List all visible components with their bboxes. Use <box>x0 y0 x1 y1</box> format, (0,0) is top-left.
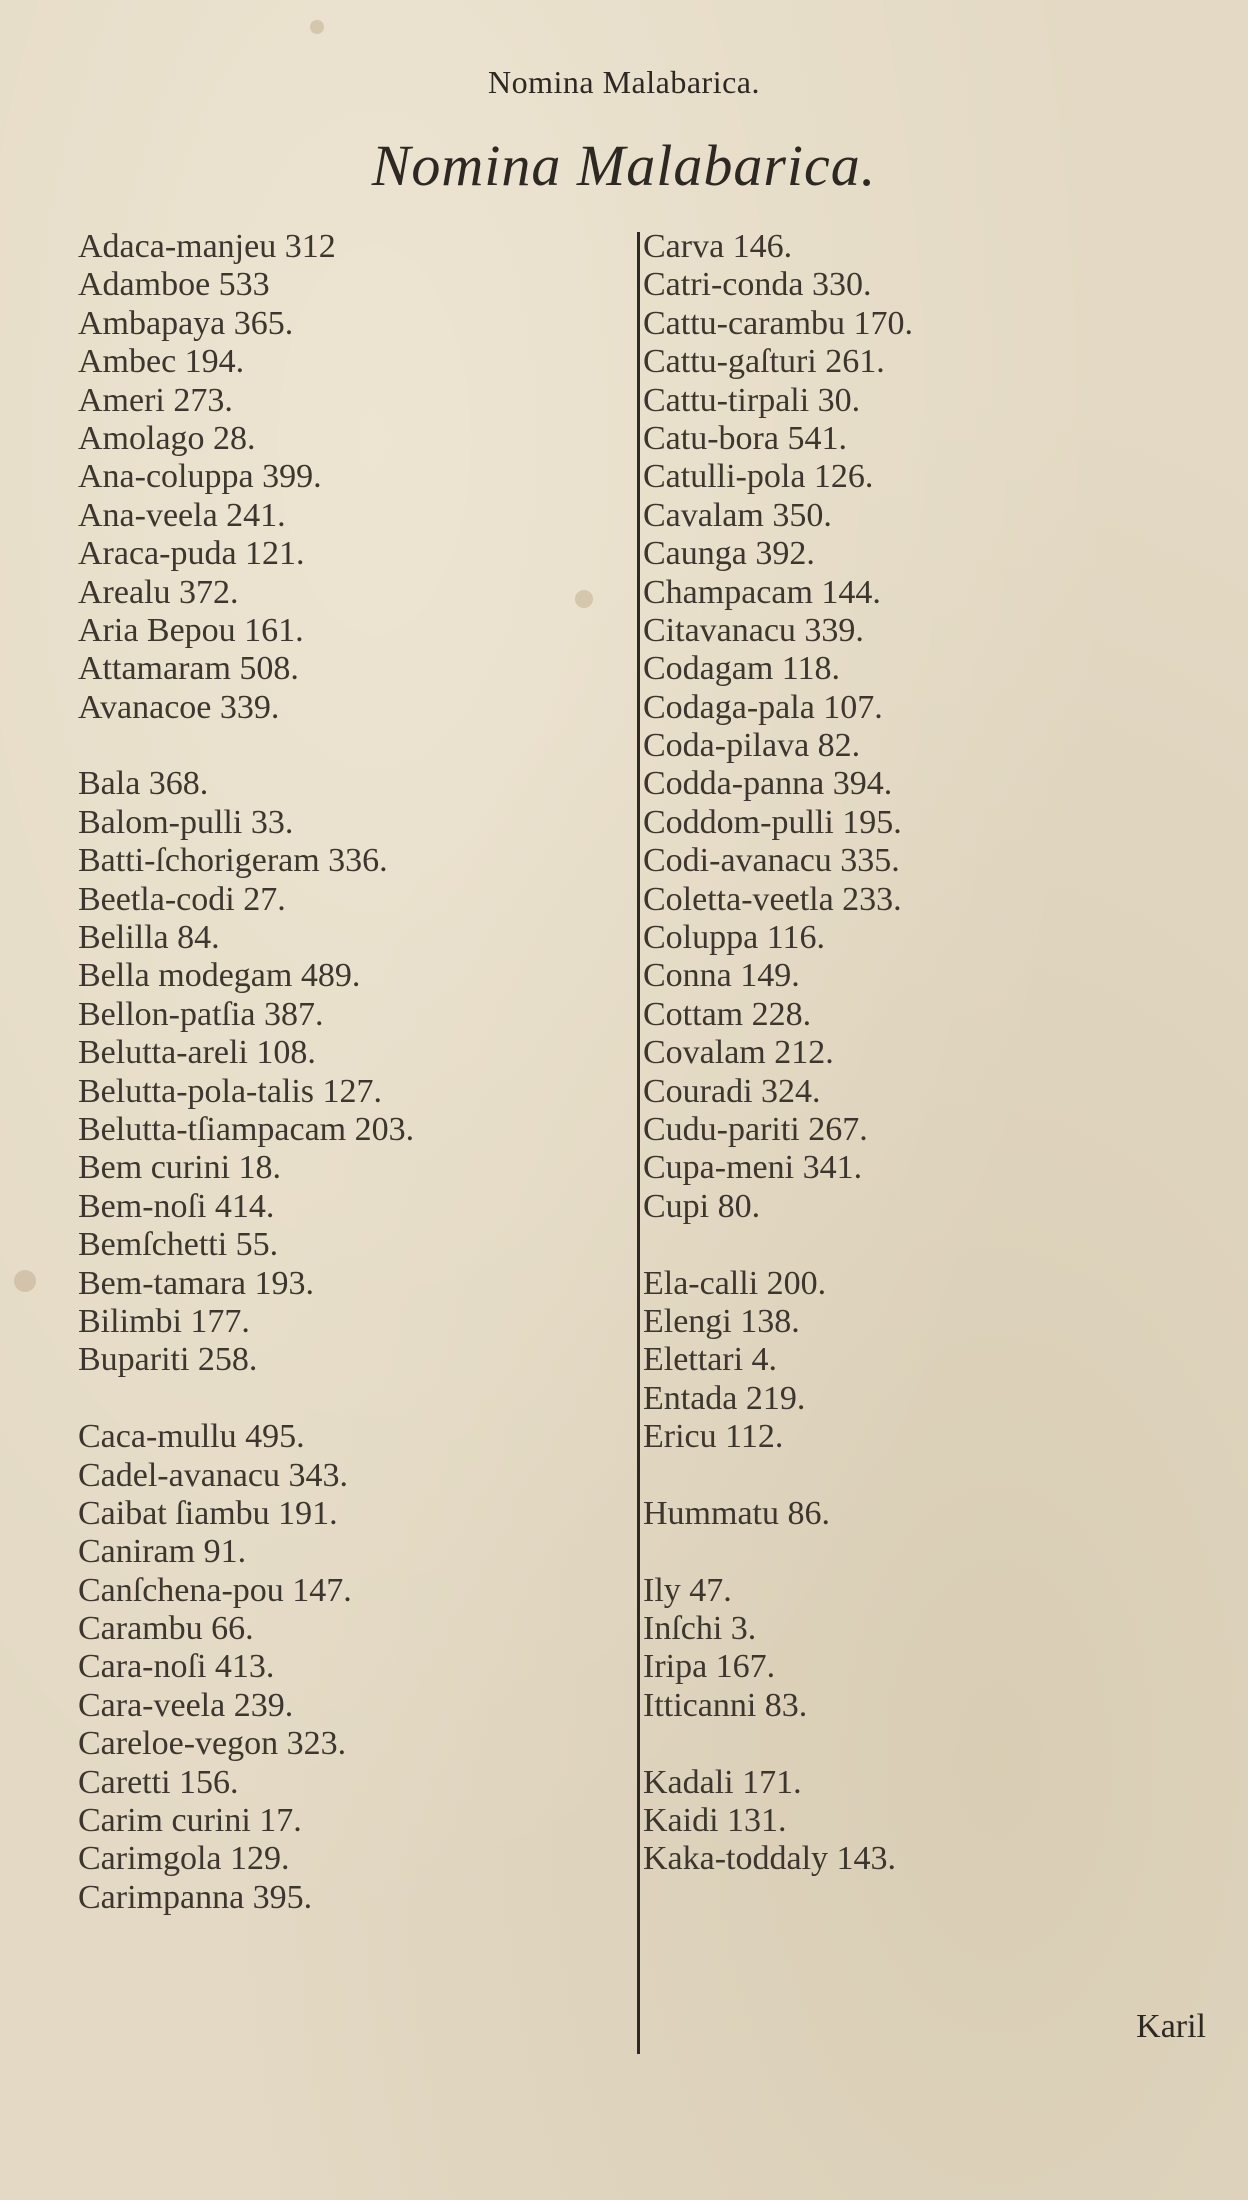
index-entry: Beetla-codi 27. <box>78 880 286 918</box>
index-entry: Araca-puda 121. <box>78 535 305 573</box>
index-entry: Cottam 228. <box>643 995 812 1033</box>
index-entry: Bellon-patſia 387. <box>78 995 324 1033</box>
left-column-list <box>78 228 618 1917</box>
index-entry: Cadel-avanacu 343. <box>78 1456 348 1494</box>
index-entry: Belutta-tſiampacam 203. <box>78 1110 415 1148</box>
index-entry: Caniram 91. <box>78 1533 247 1571</box>
section-gap <box>78 1380 618 1418</box>
section-gap <box>78 727 618 765</box>
index-entry: Hummatu 86. <box>643 1494 830 1532</box>
index-entry: Cupa-meni 341. <box>643 1149 863 1187</box>
index-entry: Avanacoe 339. <box>78 688 280 726</box>
index-entry: Conna 149. <box>643 957 800 995</box>
section-gap <box>643 1226 1163 1264</box>
index-entry: Cattu-carambu 170. <box>643 304 914 342</box>
index-entry: Cupi 80. <box>643 1187 761 1225</box>
index-entry: Bella modegam 489. <box>78 957 361 995</box>
running-head: Nomina Malabarica. <box>488 64 760 100</box>
index-entry: Kaidi 131. <box>643 1802 787 1840</box>
paper-stain <box>14 1270 36 1292</box>
index-entry: Carva 146. <box>643 228 793 265</box>
index-entry: Belilla 84. <box>78 919 220 957</box>
index-entry: Adamboe 533 <box>78 266 270 304</box>
index-entry: Kadali 171. <box>643 1763 802 1801</box>
index-entry: Coletta-veetla 233. <box>643 880 902 918</box>
index-entry: Caca-mullu 495. <box>78 1418 305 1456</box>
index-entry: Cara-noſi 413. <box>78 1648 275 1686</box>
index-entry: Elengi 138. <box>643 1302 800 1340</box>
page-title: Nomina Malabarica. <box>371 133 877 198</box>
index-entry: Cara-veela 239. <box>78 1686 294 1724</box>
index-entry: Carambu 66. <box>78 1610 254 1648</box>
index-entry: Careloe-vegon 323. <box>78 1725 347 1763</box>
index-entry: Attamaram 508. <box>78 650 299 688</box>
index-entry: Codda-panna 394. <box>643 765 893 803</box>
index-entry: Citavanacu 339. <box>643 611 864 649</box>
index-entry: Ameri 273. <box>78 381 233 419</box>
index-entry: Itticanni 83. <box>643 1686 808 1724</box>
index-entry: Batti-ſchorigeram 336. <box>78 842 388 880</box>
index-entry: Cavalam 350. <box>643 496 832 534</box>
catchword: Karil <box>1136 2008 1206 2045</box>
index-entry: Codaga-pala 107. <box>643 688 883 726</box>
index-entry: Coda-pilava 82. <box>643 727 861 765</box>
index-entry: Bilimbi 177. <box>78 1302 250 1340</box>
paper-stain <box>575 590 593 608</box>
index-entry: Carimgola 129. <box>78 1840 290 1878</box>
index-entry: Cattu-gaſturi 261. <box>643 343 885 381</box>
right-column-list <box>643 228 1163 1879</box>
section-gap <box>643 1457 1163 1495</box>
section-gap <box>643 1725 1163 1763</box>
index-entry: Bupariti 258. <box>78 1341 258 1379</box>
index-entry: Caunga 392. <box>643 535 815 573</box>
index-entry: Ela-calli 200. <box>643 1264 827 1302</box>
index-entry: Caretti 156. <box>78 1763 239 1801</box>
index-entry: Coddom-pulli 195. <box>643 803 902 841</box>
column-divider <box>637 232 640 2054</box>
section-gap <box>643 1533 1163 1571</box>
index-entry: Caibat ſiambu 191. <box>78 1494 338 1532</box>
index-entry: Elettari 4. <box>643 1341 778 1379</box>
index-entry: Cattu-tirpali 30. <box>643 381 861 419</box>
index-entry: Canſchena-pou 147. <box>78 1571 352 1609</box>
index-entry: Bem-noſi 414. <box>78 1187 275 1225</box>
index-entry: Adaca-manjeu 312 <box>78 228 336 265</box>
index-entry: Covalam 212. <box>643 1034 834 1072</box>
index-entry: Bem-tamara 193. <box>78 1264 315 1302</box>
index-entry: Catri-conda 330. <box>643 266 872 304</box>
index-entry: Inſchi 3. <box>643 1610 757 1648</box>
index-entry: Kaka-toddaly 143. <box>643 1840 897 1878</box>
index-entry: Amolago 28. <box>78 419 256 457</box>
index-entry: Catu-bora 541. <box>643 419 847 457</box>
index-entry: Belutta-pola-talis 127. <box>78 1072 383 1110</box>
index-entry: Coluppa 116. <box>643 919 825 957</box>
index-entry: Bem curini 18. <box>78 1149 282 1187</box>
paper-stain <box>310 20 324 34</box>
index-entry: Ambec 194. <box>78 343 245 381</box>
index-entry: Couradi 324. <box>643 1072 821 1110</box>
index-entry: Balom-pulli 33. <box>78 803 294 841</box>
index-entry: Codi-avanacu 335. <box>643 842 900 880</box>
index-entry: Catulli-pola 126. <box>643 458 874 496</box>
index-entry: Ambapaya 365. <box>78 304 294 342</box>
index-entry: Aria Bepou 161. <box>78 611 304 649</box>
index-entry: Entada 219. <box>643 1379 806 1417</box>
index-entry: Codagam 118. <box>643 650 841 688</box>
index-entry: Arealu 372. <box>78 573 239 611</box>
index-entry: Champacam 144. <box>643 573 881 611</box>
index-entry: Ericu 112. <box>643 1418 784 1456</box>
index-entry: Belutta-areli 108. <box>78 1034 316 1072</box>
index-entry: Carimpanna 395. <box>78 1878 313 1916</box>
index-entry: Ana-coluppa 399. <box>78 458 322 496</box>
index-entry: Bemſchetti 55. <box>78 1226 279 1264</box>
index-entry: Iripa 167. <box>643 1648 776 1686</box>
index-entry: Ily 47. <box>643 1571 732 1609</box>
index-entry: Cudu-pariti 267. <box>643 1110 868 1148</box>
index-entry: Carim curini 17. <box>78 1802 302 1840</box>
index-entry: Ana-veela 241. <box>78 496 286 534</box>
index-entry: Bala 368. <box>78 765 209 803</box>
